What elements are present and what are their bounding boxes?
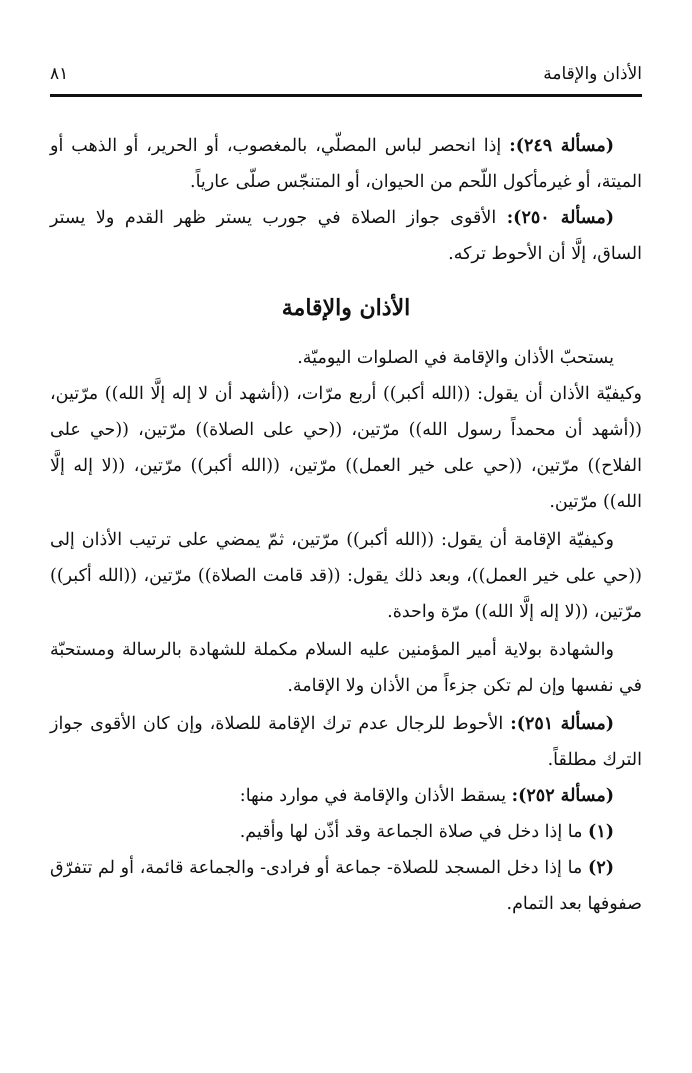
paragraph-adhan-recommended xyxy=(50,340,642,376)
header-rule xyxy=(50,94,642,97)
paragraph-text: يسقط الأذان والإقامة في موارد منها: xyxy=(239,786,512,806)
running-title: الأذان والإقامة xyxy=(543,64,642,84)
paragraph-text: ما إذا دخل المسجد للصلاة- جماعة أو فرادى- والجماعة قائمة، أو لم تتفرّق صفوفها بعد التمام. xyxy=(50,858,642,914)
list-item-2 xyxy=(50,850,642,922)
paragraph-text: والشهادة بولاية أمير المؤمنين عليه السلام مكملة للشهادة بالرسالة ومستحبّة في نفسها وإن لم تكن جزءاً من الأذان ولا الإقامة. xyxy=(50,640,642,696)
masala-label: (مسألة ٢٥٢): xyxy=(511,786,614,806)
paragraph-text: الأحوط للرجال عدم ترك الإقامة للصلاة، وإن كان الأقوى جواز الترك مطلقاً. xyxy=(50,714,642,770)
masala-label: (مسألة ٢٥٠): xyxy=(506,208,615,228)
list-number: (٢) xyxy=(588,858,614,878)
list-item-1 xyxy=(50,814,642,850)
paragraph-shahada-wilaya xyxy=(50,632,642,704)
section-heading: الأذان والإقامة xyxy=(281,295,411,321)
book-page xyxy=(50,0,642,1073)
masala-label: (مسألة ٢٤٩): xyxy=(509,136,615,156)
paragraph-masala-251 xyxy=(50,706,642,778)
paragraph-text: ما إذا دخل في صلاة الجماعة وقد أذّن لها وأقيم. xyxy=(239,822,589,842)
page-number: ٨١ xyxy=(50,64,69,84)
masala-label: (مسألة ٢٥١): xyxy=(510,714,614,734)
paragraph-text: الأقوى جواز الصلاة في جورب يستر ظهر القدم ولا يستر الساق، إلَّا أن الأحوط تركه. xyxy=(50,208,642,264)
paragraph-iqama-method xyxy=(50,522,642,630)
paragraph-text: وكيفيّة الأذان أن يقول: ((الله أكبر)) أربع مرّات، ((أشهد أن لا إله إلَّا الله)) مرّتين، ((أشهد أن محمداً رسول الله)) مرّتين، ((حي على الصلاة)) مرّتين، ((حي على الفلاح)) مرّتين، ((حي على خير العمل)) مرّتين، ((الله أكبر)) مرّتين، ((لا إله إلَّا الله)) مرّتين. xyxy=(50,384,642,512)
paragraph-masala-252 xyxy=(50,778,642,814)
paragraph-masala-249 xyxy=(50,128,642,200)
page-header xyxy=(50,58,642,92)
page-body xyxy=(50,128,642,922)
paragraph-text: إذا انحصر لباس المصلّي، بالمغصوب، أو الحرير، أو الذهب أو الميتة، أو غيرمأكول اللّحم من الحيوان، أو المتنجّس صلّى عارياً. xyxy=(50,136,642,192)
paragraph-adhan-method xyxy=(50,376,642,520)
paragraph-text: يستحبّ الأذان والإقامة في الصلوات اليوميّة. xyxy=(297,348,614,368)
list-number: (١) xyxy=(588,822,614,842)
paragraph-text: وكيفيّة الإقامة أن يقول: ((الله أكبر)) مرّتين، ثمّ يمضي على ترتيب الأذان إلى ((حي على خير العمل))، وبعد ذلك يقول: ((قد قامت الصلاة)) مرّتين، ((الله أكبر)) مرّتين، ((لا إله إلَّا الله)) مرّة واحدة. xyxy=(50,530,642,622)
paragraph-masala-250 xyxy=(50,200,642,272)
